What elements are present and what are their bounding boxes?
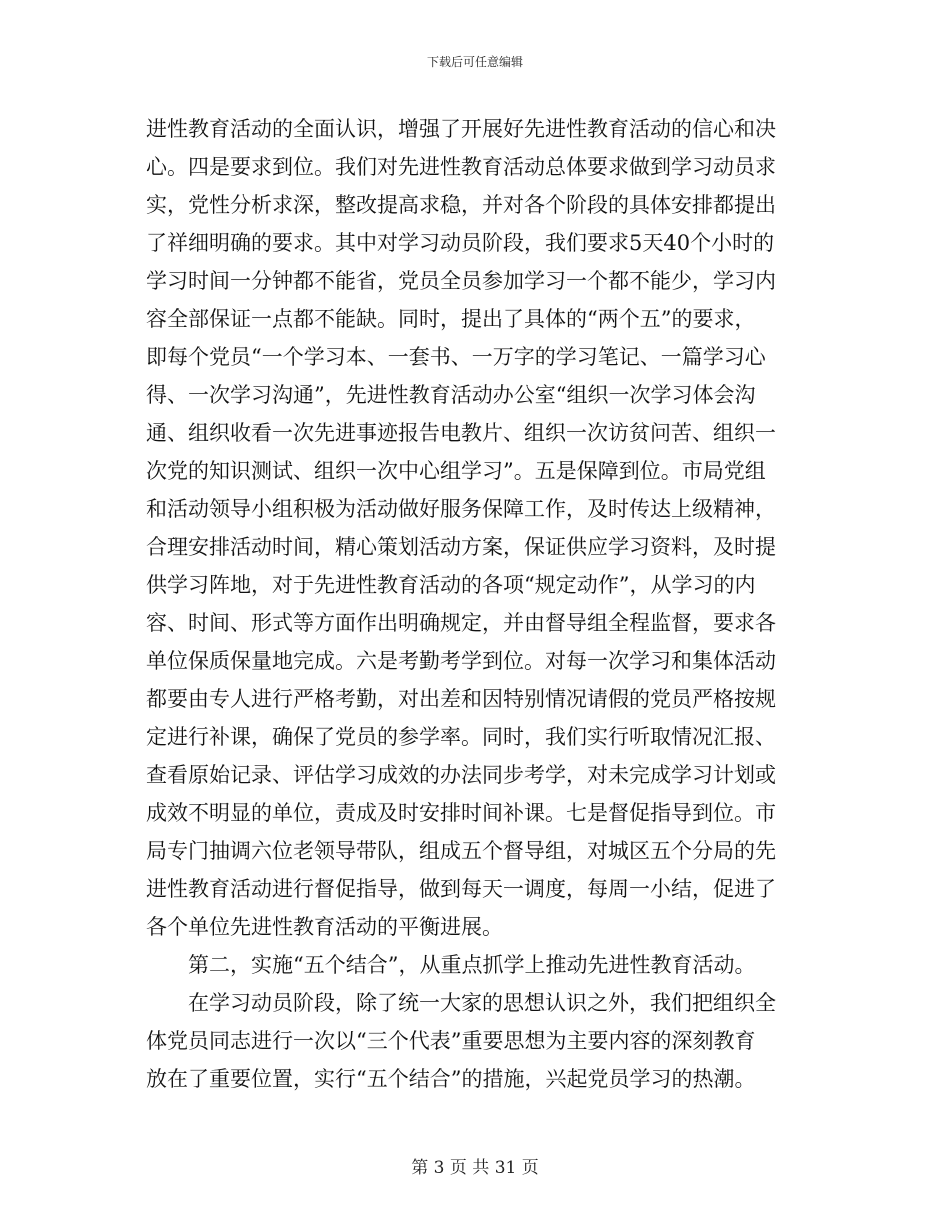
text-line: 容全部保证一点都不能缺。同时，提出了具体的“两个五”的要求，	[146, 307, 756, 331]
text-line: 体党员同志进行一次以“三个代表”重要思想为主要内容的深刻教育	[146, 1029, 756, 1053]
text-line: 都要由专人进行严格考勤，对出差和因特别情况请假的党员严格按规	[146, 687, 776, 711]
text-line: 了祥细明确的要求。其中对学习动员阶段，我们要求5天40个小时的	[146, 231, 775, 255]
text-line: 进性教育活动的全面认识，增强了开展好先进性教育活动的信心和决	[146, 117, 776, 141]
text-line: 放在了重要位置，实行“五个结合”的措施，兴起党员学习的热潮。	[146, 1067, 756, 1091]
page-number: 第 3 页 共 31 页	[411, 1158, 539, 1178]
text-line: 单位保质保量地完成。六是考勤考学到位。对每一次学习和集体活动	[146, 649, 776, 673]
text-line: 进性教育活动进行督促指导，做到每天一调度，每周一小结，促进了	[146, 877, 776, 901]
text-line: 成效不明显的单位，责成及时安排时间补课。七是督促指导到位。市	[146, 801, 776, 825]
text-line: 实，党性分析求深，整改提高求稳，并对各个阶段的具体安排都提出	[146, 193, 776, 217]
text-line: 心。四是要求到位。我们对先进性教育活动总体要求做到学习动员求	[146, 155, 776, 179]
text-line: 合理安排活动时间，精心策划活动方案，保证供应学习资料，及时提	[146, 535, 776, 559]
paragraph-start-line: 在学习动员阶段，除了统一大家的思想认识之外，我们把组织全	[188, 991, 776, 1015]
text-line: 次党的知识测试、组织一次中心组学习”。五是保障到位。市局党组	[146, 459, 766, 483]
text-line: 即每个党员“一个学习本、一套书、一万字的学习笔记、一篇学习心	[146, 345, 766, 369]
page-header: 下载后可任意编辑	[426, 55, 523, 69]
text-line: 得、一次学习沟通”，先进性教育活动办公室“组织一次学习体会沟	[146, 383, 756, 407]
text-line: 各个单位先进性教育活动的平衡进展。	[146, 915, 503, 939]
text-line: 查看原始记录、评估学习成效的办法同步考学，对未完成学习计划或	[146, 763, 776, 787]
text-line: 局专门抽调六位老领导带队，组成五个督导组，对城区五个分局的先	[146, 839, 776, 863]
text-line: 学习时间一分钟都不能省，党员全员参加学习一个都不能少，学习内	[146, 269, 776, 293]
text-line: 通、组织收看一次先进事迹报告电教片、组织一次访贫问苦、组织一	[146, 421, 776, 445]
text-line: 容、时间、形式等方面作出明确规定，并由督导组全程监督，要求各	[146, 611, 776, 635]
text-line: 供学习阵地，对于先进性教育活动的各项“规定动作”，从学习的内	[146, 573, 756, 597]
text-line: 和活动领导小组积极为活动做好服务保障工作，及时传达上级精神，	[146, 497, 776, 521]
section-heading: 第二，实施“五个结合”，从重点抓学上推动先进性教育活动。	[188, 953, 756, 977]
document-body	[146, 110, 806, 1098]
text-line: 定进行补课，确保了党员的参学率。同时，我们实行听取情况汇报、	[146, 725, 776, 749]
